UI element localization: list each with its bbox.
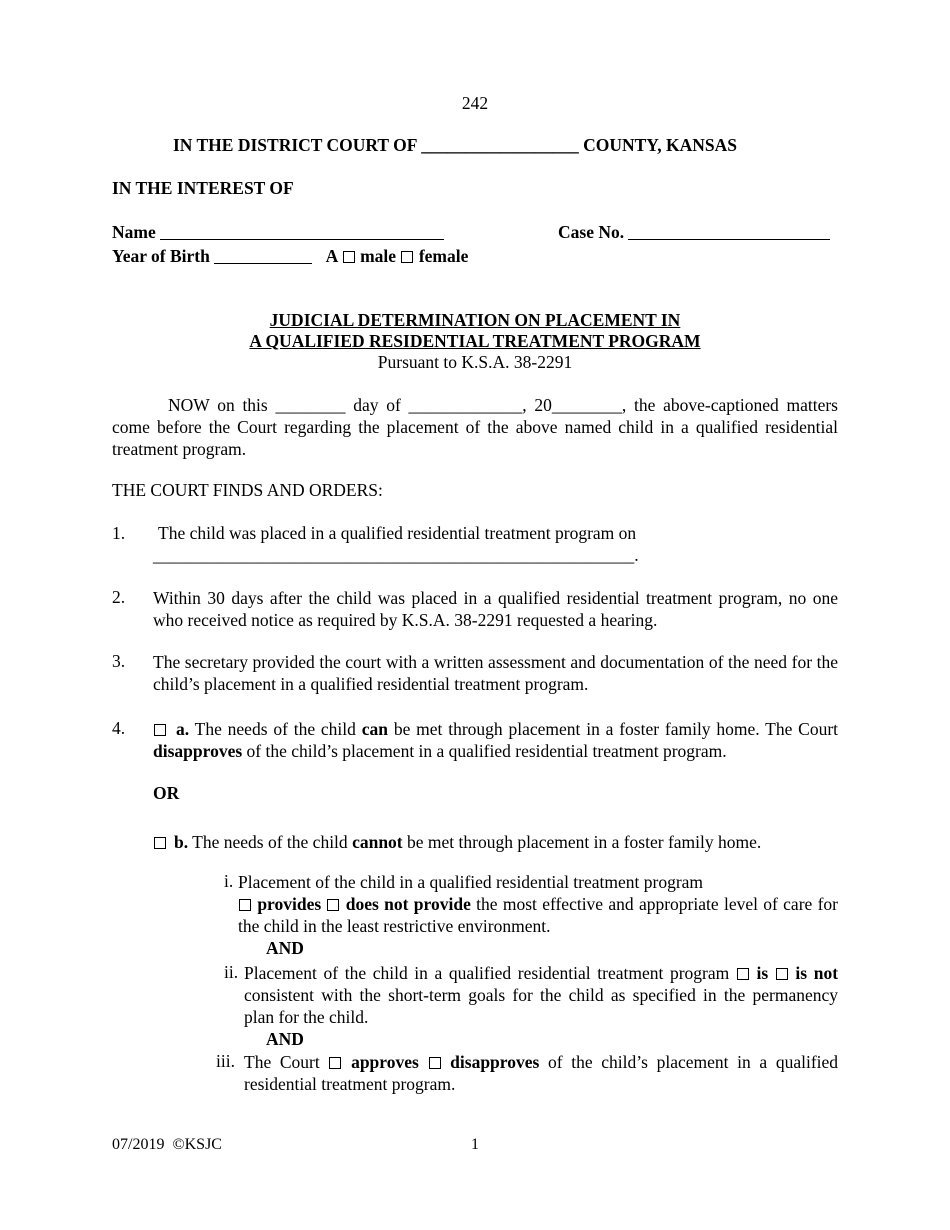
sub-iii-text-2: of the child’s placement in a qualified residential treatment program. bbox=[244, 1052, 839, 1094]
approves-label: approves bbox=[351, 1052, 419, 1072]
option-a-text-3: of the child’s placement in a qualified residential treatment program. bbox=[246, 741, 727, 761]
male-label: male bbox=[360, 246, 397, 266]
and-2: AND bbox=[266, 1029, 304, 1049]
sub-iii-block bbox=[244, 1051, 838, 1095]
name-row bbox=[112, 221, 444, 243]
finds-heading: THE COURT FINDS AND ORDERS: bbox=[112, 480, 383, 500]
page-top-number: 242 bbox=[461, 93, 489, 113]
is-checkbox[interactable] bbox=[737, 968, 749, 980]
sub-iii-text-1: The Court bbox=[244, 1052, 320, 1072]
option-b-label: b. bbox=[174, 832, 189, 852]
item-3-text-block bbox=[153, 651, 838, 695]
title-line-2: A QUALIFIED RESIDENTIAL TREATMENT PROGRAM bbox=[249, 331, 701, 351]
sub-i-text-2: the most effective and appropriate level of care for the child in the least restrictive environment. bbox=[238, 894, 839, 936]
case-row bbox=[558, 221, 830, 243]
option-a-text-1: The needs of the child bbox=[194, 719, 356, 739]
approves-checkbox[interactable] bbox=[329, 1057, 341, 1069]
sub-ii-text-2: consistent with the short-term goals for the child as specified in the permanency plan for the child. bbox=[244, 985, 838, 1027]
female-label: female bbox=[418, 246, 469, 266]
or-label: OR bbox=[153, 783, 180, 803]
case-label: Case No. bbox=[558, 222, 625, 242]
male-checkbox[interactable] bbox=[343, 251, 355, 263]
item-4b-block bbox=[153, 832, 761, 853]
title-line-1: JUDICIAL DETERMINATION ON PLACEMENT IN bbox=[269, 310, 681, 330]
is-not-label: is not bbox=[795, 963, 839, 983]
item-2-number: 2. bbox=[112, 587, 126, 607]
sub-ii-number: ii. bbox=[224, 962, 239, 982]
footer-page-number: 1 bbox=[471, 1136, 479, 1153]
name-field[interactable] bbox=[160, 221, 444, 240]
title-line-3: Pursuant to K.S.A. 38-2291 bbox=[377, 352, 573, 372]
item-1-number: 1. bbox=[112, 523, 126, 543]
sub-ii-block bbox=[244, 962, 838, 1050]
and-1: AND bbox=[266, 938, 304, 958]
case-number-field[interactable] bbox=[628, 221, 830, 240]
does-not-provide-checkbox[interactable] bbox=[327, 899, 339, 911]
item-3-text: The secretary provided the court with a written assessment and documentation of the need for the child’s placement in a qualified residential treatment program. bbox=[153, 652, 838, 694]
item-2-text: Within 30 days after the child was placed in a qualified residential treatment program, no one who received notice as required by K.S.A. 38-2291 requested a hearing. bbox=[153, 588, 838, 630]
option-a-text-2: be met through placement in a foster family home. The Court bbox=[393, 719, 839, 739]
option-a-label: a. bbox=[176, 719, 190, 739]
item-4-number: 4. bbox=[112, 718, 126, 738]
court-suffix: COUNTY, KANSAS bbox=[583, 135, 738, 155]
sub-ii-text-1: Placement of the child in a qualified residential treatment program bbox=[244, 963, 730, 983]
sub-i-block bbox=[238, 871, 838, 959]
sex-prefix: A bbox=[325, 246, 338, 266]
item-1-date-blank[interactable]: _______________________________________________________. bbox=[153, 545, 639, 565]
item-4a-block bbox=[153, 718, 838, 762]
disapproves-checkbox[interactable] bbox=[429, 1057, 441, 1069]
court-prefix: IN THE DISTRICT COURT OF bbox=[173, 135, 417, 155]
provides-checkbox[interactable] bbox=[239, 899, 251, 911]
sub-i-number: i. bbox=[224, 871, 234, 891]
disapproves-label: disapproves bbox=[450, 1052, 540, 1072]
county-blank[interactable]: __________________ bbox=[421, 135, 579, 155]
intro-paragraph bbox=[112, 394, 838, 460]
option-a-disapproves: disapproves bbox=[153, 741, 243, 761]
option-b-text-2: be met through placement in a foster family home. bbox=[407, 832, 762, 852]
yob-field[interactable] bbox=[214, 245, 312, 264]
does-not-provide-label: does not provide bbox=[345, 894, 471, 914]
item-1-text: The child was placed in a qualified residential treatment program on bbox=[158, 523, 637, 543]
sub-i-text-1: Placement of the child in a qualified residential treatment program bbox=[238, 872, 704, 892]
option-a-checkbox[interactable] bbox=[154, 724, 166, 736]
yob-row bbox=[112, 245, 468, 267]
item-3-number: 3. bbox=[112, 651, 126, 671]
intro-line-1: NOW on this ________ day of _____________, 20________, the above-captioned matters bbox=[168, 395, 838, 415]
option-a-can: can bbox=[361, 719, 388, 739]
sub-iii-number: iii. bbox=[216, 1051, 235, 1071]
intro-rest: come before the Court regarding the placement of the above named child in a qualified residential treatment program. bbox=[112, 417, 838, 459]
option-b-cannot: cannot bbox=[352, 832, 403, 852]
option-b-checkbox[interactable] bbox=[154, 837, 166, 849]
provides-label: provides bbox=[257, 894, 322, 914]
is-label: is bbox=[756, 963, 769, 983]
item-2-text-block bbox=[153, 587, 838, 631]
interest-heading: IN THE INTEREST OF bbox=[112, 178, 294, 198]
name-label: Name bbox=[112, 222, 156, 242]
court-header bbox=[173, 135, 737, 156]
footer-date: 07/2019 bbox=[112, 1136, 165, 1153]
option-b-text-1: The needs of the child bbox=[192, 832, 348, 852]
is-not-checkbox[interactable] bbox=[776, 968, 788, 980]
female-checkbox[interactable] bbox=[401, 251, 413, 263]
yob-label: Year of Birth bbox=[112, 246, 210, 266]
footer-copyright: ©KSJC bbox=[172, 1136, 222, 1153]
document-title bbox=[0, 310, 950, 373]
